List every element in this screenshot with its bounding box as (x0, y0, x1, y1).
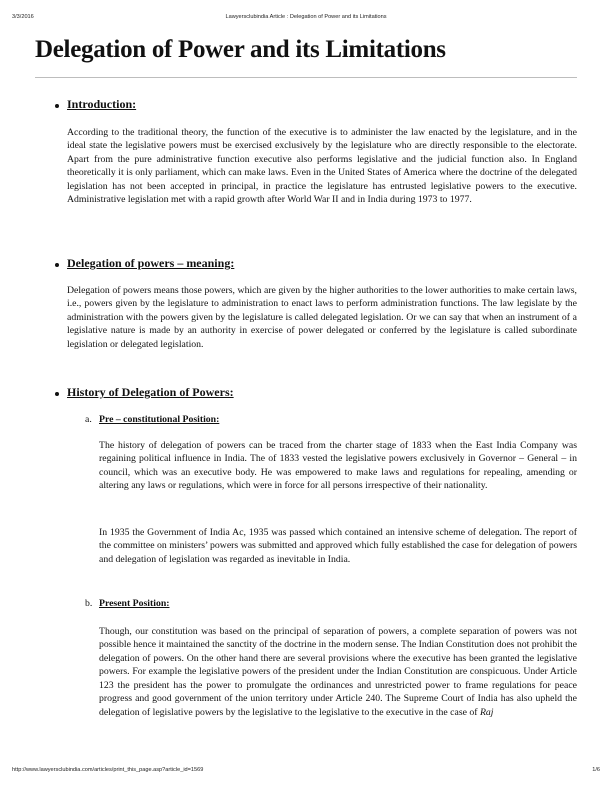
page-number: 1/6 (592, 767, 600, 773)
bullet-icon (55, 392, 59, 396)
subsection-paragraph-pre-constitutional-1: The history of delegation of powers can be traced from the charter stage of 1833 when the East India Company was regaining political influence in India. The of 1833 vested the legislative powers exclusively in Governor – General – in council, which was an executive body. He was empowered to make laws and regulations for repealing, amending or altering any laws or regulations, which were in force for all persons irrespective of their nationality. (99, 440, 577, 492)
section-paragraph-introduction: According to the traditional theory, the function of the executive is to administer the law enacted by the legislature, and in the ideal state the legislative powers must be exercised exclusively by the legislature who are directly responsible to the electorate. Apart from the pure administrative function executive also performs legislative and the judicial function also. In England theoretically it is only parliament, which can make laws. Even in the United States of America where the doctrine of the delegated legislation has not been accepted in principal, in practice the legislature has entrusted legislative powers to the executive. Administrative legislation met with a rapid growth after World War II and in India during 1973 to 1977. (67, 127, 577, 206)
page-title: Delegation of Power and its Limitations (35, 36, 446, 63)
print-url: http://www.lawyersclubindia.com/articles/print_this_page.asp?article_id=1569 (12, 767, 204, 773)
print-page-title: Lawyersclubindia Article : Delegation of Power and its Limitations (225, 14, 387, 20)
subsection-marker: a. (85, 414, 92, 425)
present-position-text: Though, our constitution was based on the principal of separation of powers, a complete separation of powers was not possible hence it maintained the sanctity of the doctrine in the modern sense. The Indian Constitution does not prohibit the delegation of powers. On the other hand there are several provisions where the executive has been granted the legislative powers. For example the legislative powers of the president under the Indian Constitution are conspicuous. Under Article 123 the president has the power to promulgate the ordinances and unrestricted power to frame regulations for peace progress and good government of the union territory under Article 240. The Supreme Court of India has also upheld the delegation of legislative powers by the legislative to the legislative to the executive in the case of (99, 626, 578, 718)
print-footer (12, 767, 600, 775)
subsection-heading-present-position: Present Position: (99, 598, 170, 609)
bullet-icon (55, 263, 59, 267)
section-paragraph-delegation-meaning: Delegation of powers means those powers, which are given by the higher authorities to the lower authorities to make certain laws, i.e., powers given by the legislature to administration to enact laws to perform administration functions. The law legislate by the administration with the powers given by the legislature is called delegated legislation. Or we can say that when an instrument of a legislative nature is made by an authority in exercise of power delegated or conferred by the legislature is called subordinate legislation or delegated legislation. (67, 285, 577, 350)
title-divider (35, 77, 577, 78)
subsection-heading-pre-constitutional: Pre – constitutional Position: (99, 414, 220, 425)
bullet-icon (55, 104, 59, 108)
print-date: 3/3/2016 (12, 14, 34, 20)
section-heading-delegation-meaning: Delegation of powers – meaning: (67, 256, 235, 270)
section-heading-introduction: Introduction: (67, 97, 137, 111)
subsection-marker: b. (85, 598, 93, 609)
section-heading-history: History of Delegation of Powers: (67, 385, 234, 399)
subsection-paragraph-present-position (99, 625, 577, 719)
subsection-paragraph-pre-constitutional-2: In 1935 the Government of India Ac, 1935 was passed which contained an intensive scheme of delegation. The report of the committee on ministers’ powers was submitted and approved which fully established the case for delegation of powers and delegation of legislation was regarded as inevitable in India. (99, 527, 577, 565)
case-name-italic: Raj (479, 706, 494, 718)
